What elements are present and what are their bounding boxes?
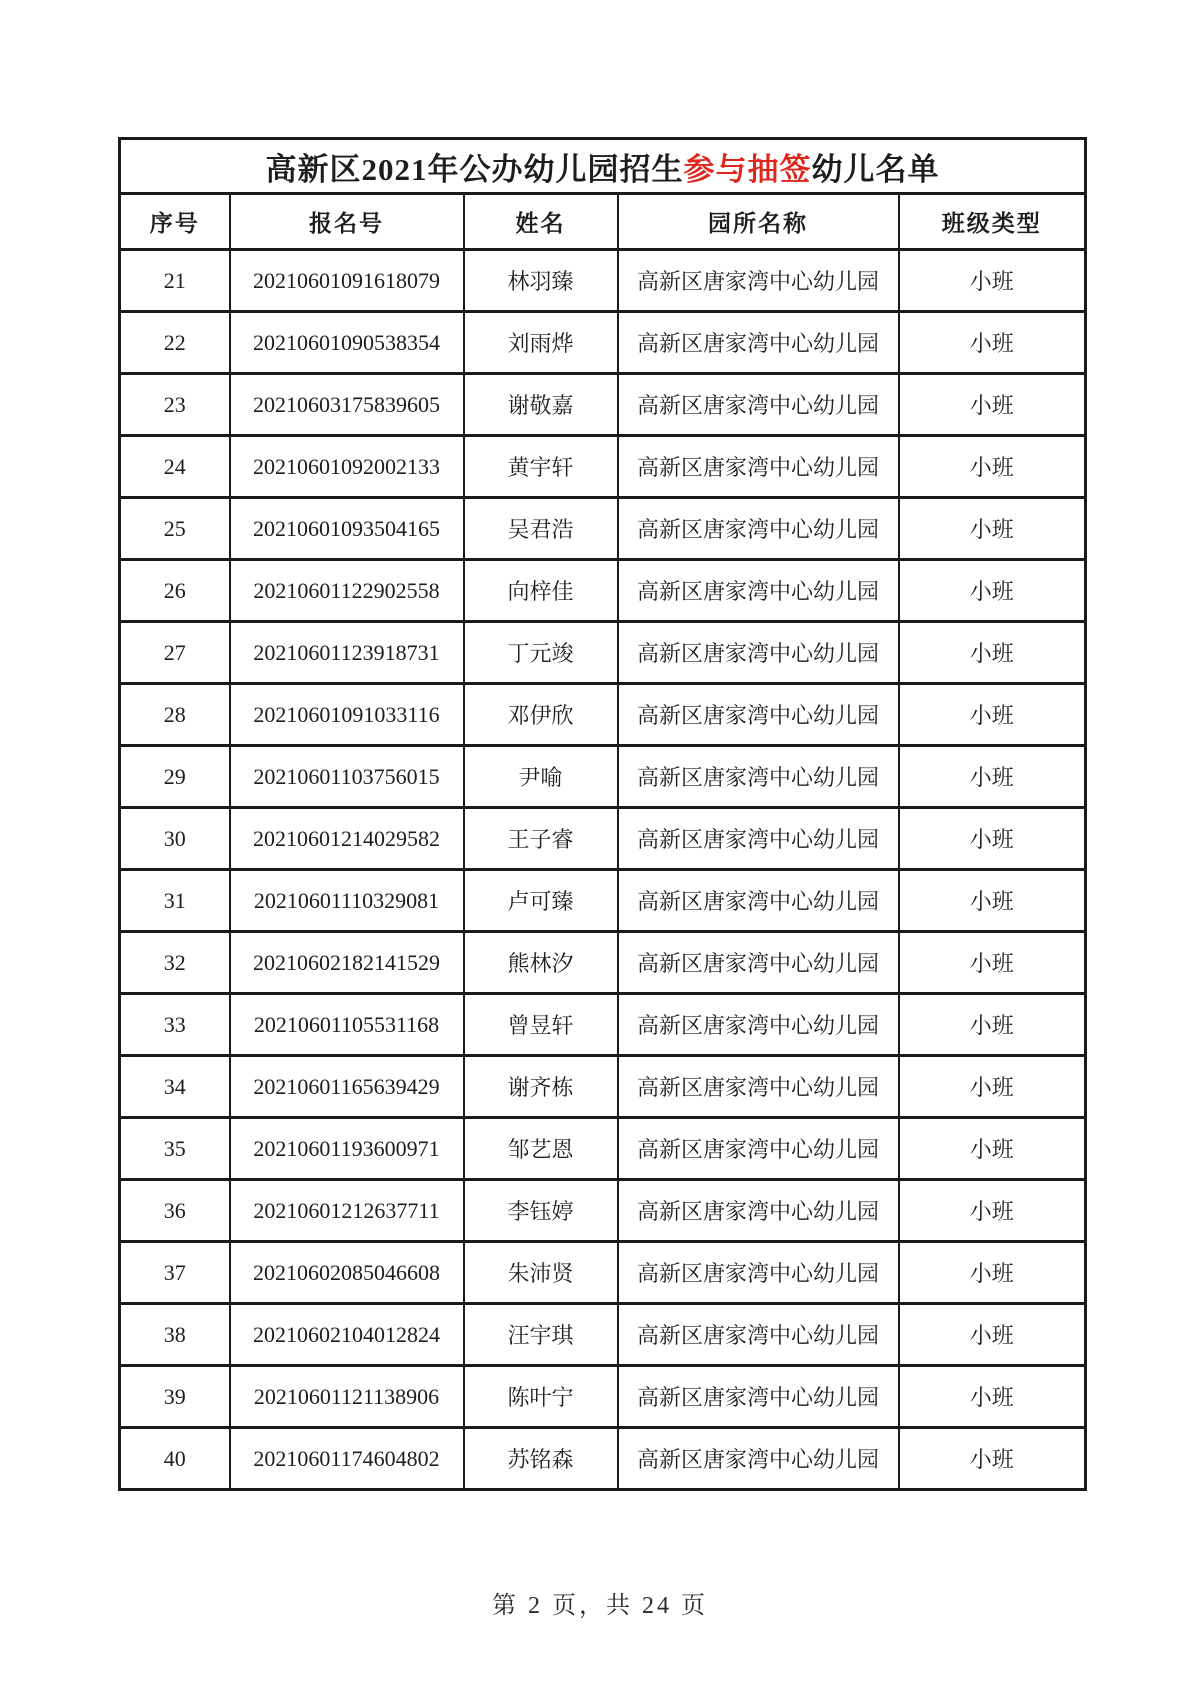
cell-name: 刘雨烨 — [464, 312, 618, 374]
cell-kindergarten: 高新区唐家湾中心幼儿园 — [618, 312, 899, 374]
column-header-registration-no: 报名号 — [230, 194, 464, 250]
cell-name: 林羽臻 — [464, 250, 618, 312]
cell-name: 汪宇琪 — [464, 1304, 618, 1366]
cell-kindergarten: 高新区唐家湾中心幼儿园 — [618, 1366, 899, 1428]
cell-registration-no: 20210601214029582 — [230, 808, 464, 870]
column-header-kindergarten: 园所名称 — [618, 194, 899, 250]
cell-registration-no: 20210601103756015 — [230, 746, 464, 808]
cell-class-type: 小班 — [899, 746, 1086, 808]
cell-serial: 38 — [120, 1304, 230, 1366]
cell-serial: 21 — [120, 250, 230, 312]
cell-name: 尹喻 — [464, 746, 618, 808]
table-row — [120, 498, 1086, 560]
table-row — [120, 746, 1086, 808]
cell-class-type: 小班 — [899, 994, 1086, 1056]
cell-kindergarten: 高新区唐家湾中心幼儿园 — [618, 1056, 899, 1118]
cell-kindergarten: 高新区唐家湾中心幼儿园 — [618, 560, 899, 622]
table-row — [120, 1304, 1086, 1366]
cell-class-type: 小班 — [899, 560, 1086, 622]
cell-class-type: 小班 — [899, 870, 1086, 932]
cell-name: 朱沛贤 — [464, 1242, 618, 1304]
cell-registration-no: 20210601110329081 — [230, 870, 464, 932]
table-row — [120, 622, 1086, 684]
cell-kindergarten: 高新区唐家湾中心幼儿园 — [618, 1304, 899, 1366]
cell-serial: 32 — [120, 932, 230, 994]
title-highlight: 参与抽签 — [683, 151, 812, 187]
table-row — [120, 994, 1086, 1056]
cell-class-type: 小班 — [899, 808, 1086, 870]
cell-class-type: 小班 — [899, 622, 1086, 684]
cell-registration-no: 20210601092002133 — [230, 436, 464, 498]
table-row — [120, 250, 1086, 312]
cell-serial: 27 — [120, 622, 230, 684]
cell-class-type: 小班 — [899, 1180, 1086, 1242]
roster-table — [118, 137, 1087, 1491]
cell-class-type: 小班 — [899, 312, 1086, 374]
cell-kindergarten: 高新区唐家湾中心幼儿园 — [618, 498, 899, 560]
cell-serial: 33 — [120, 994, 230, 1056]
cell-registration-no: 20210601165639429 — [230, 1056, 464, 1118]
table-body — [120, 139, 1086, 1490]
cell-name: 吴君浩 — [464, 498, 618, 560]
cell-name: 李钰婷 — [464, 1180, 618, 1242]
cell-serial: 31 — [120, 870, 230, 932]
cell-name: 向梓佳 — [464, 560, 618, 622]
table-row — [120, 932, 1086, 994]
cell-registration-no: 20210602182141529 — [230, 932, 464, 994]
title-row — [120, 139, 1086, 194]
cell-name: 王子睿 — [464, 808, 618, 870]
table-row — [120, 1180, 1086, 1242]
cell-class-type: 小班 — [899, 498, 1086, 560]
cell-class-type: 小班 — [899, 684, 1086, 746]
cell-registration-no: 20210601091033116 — [230, 684, 464, 746]
table-row — [120, 1242, 1086, 1304]
cell-registration-no: 20210602085046608 — [230, 1242, 464, 1304]
cell-class-type: 小班 — [899, 1304, 1086, 1366]
title-prefix: 高新区2021年公办幼儿园招生 — [265, 151, 684, 187]
column-header-name: 姓名 — [464, 194, 618, 250]
cell-kindergarten: 高新区唐家湾中心幼儿园 — [618, 870, 899, 932]
cell-kindergarten: 高新区唐家湾中心幼儿园 — [618, 1242, 899, 1304]
cell-serial: 29 — [120, 746, 230, 808]
cell-registration-no: 20210601123918731 — [230, 622, 464, 684]
cell-class-type: 小班 — [899, 436, 1086, 498]
cell-class-type: 小班 — [899, 932, 1086, 994]
header-row — [120, 194, 1086, 250]
cell-kindergarten: 高新区唐家湾中心幼儿园 — [618, 684, 899, 746]
cell-kindergarten: 高新区唐家湾中心幼儿园 — [618, 932, 899, 994]
cell-kindergarten: 高新区唐家湾中心幼儿园 — [618, 1428, 899, 1490]
cell-serial: 24 — [120, 436, 230, 498]
cell-name: 卢可臻 — [464, 870, 618, 932]
cell-class-type: 小班 — [899, 1428, 1086, 1490]
cell-registration-no: 20210603175839605 — [230, 374, 464, 436]
cell-serial: 36 — [120, 1180, 230, 1242]
cell-registration-no: 20210601193600971 — [230, 1118, 464, 1180]
cell-name: 熊林汐 — [464, 932, 618, 994]
cell-name: 丁元竣 — [464, 622, 618, 684]
cell-registration-no: 20210601091618079 — [230, 250, 464, 312]
cell-class-type: 小班 — [899, 1366, 1086, 1428]
cell-kindergarten: 高新区唐家湾中心幼儿园 — [618, 622, 899, 684]
cell-kindergarten: 高新区唐家湾中心幼儿园 — [618, 436, 899, 498]
cell-name: 曾昱轩 — [464, 994, 618, 1056]
cell-kindergarten: 高新区唐家湾中心幼儿园 — [618, 374, 899, 436]
table-row — [120, 1118, 1086, 1180]
table-row — [120, 436, 1086, 498]
cell-class-type: 小班 — [899, 1056, 1086, 1118]
cell-kindergarten: 高新区唐家湾中心幼儿园 — [618, 1180, 899, 1242]
cell-name: 陈叶宁 — [464, 1366, 618, 1428]
cell-kindergarten: 高新区唐家湾中心幼儿园 — [618, 1118, 899, 1180]
cell-class-type: 小班 — [899, 1242, 1086, 1304]
cell-registration-no: 20210601090538354 — [230, 312, 464, 374]
cell-serial: 39 — [120, 1366, 230, 1428]
cell-kindergarten: 高新区唐家湾中心幼儿园 — [618, 746, 899, 808]
cell-serial: 28 — [120, 684, 230, 746]
cell-name: 邓伊欣 — [464, 684, 618, 746]
cell-registration-no: 20210601105531168 — [230, 994, 464, 1056]
cell-serial: 23 — [120, 374, 230, 436]
cell-serial: 40 — [120, 1428, 230, 1490]
cell-class-type: 小班 — [899, 374, 1086, 436]
table-row — [120, 870, 1086, 932]
cell-kindergarten: 高新区唐家湾中心幼儿园 — [618, 808, 899, 870]
cell-serial: 34 — [120, 1056, 230, 1118]
cell-registration-no: 20210601212637711 — [230, 1180, 464, 1242]
table-row — [120, 1428, 1086, 1490]
title-suffix: 幼儿名单 — [811, 151, 940, 187]
table-row — [120, 560, 1086, 622]
cell-kindergarten: 高新区唐家湾中心幼儿园 — [618, 250, 899, 312]
page-title — [120, 139, 1086, 194]
cell-serial: 37 — [120, 1242, 230, 1304]
table-row — [120, 1056, 1086, 1118]
cell-name: 谢敬嘉 — [464, 374, 618, 436]
cell-name: 谢齐栋 — [464, 1056, 618, 1118]
column-header-serial: 序号 — [120, 194, 230, 250]
table-row — [120, 684, 1086, 746]
cell-registration-no: 20210602104012824 — [230, 1304, 464, 1366]
cell-registration-no: 20210601122902558 — [230, 560, 464, 622]
cell-serial: 22 — [120, 312, 230, 374]
column-header-class-type: 班级类型 — [899, 194, 1086, 250]
cell-serial: 25 — [120, 498, 230, 560]
cell-registration-no: 20210601093504165 — [230, 498, 464, 560]
page-number-footer: 第 2 页，共 24 页 — [492, 1593, 708, 1619]
cell-kindergarten: 高新区唐家湾中心幼儿园 — [618, 994, 899, 1056]
table-row — [120, 374, 1086, 436]
cell-registration-no: 20210601174604802 — [230, 1428, 464, 1490]
cell-serial: 26 — [120, 560, 230, 622]
cell-serial: 35 — [120, 1118, 230, 1180]
cell-name: 邹艺恩 — [464, 1118, 618, 1180]
table-row — [120, 808, 1086, 870]
table-row — [120, 312, 1086, 374]
cell-name: 苏铭森 — [464, 1428, 618, 1490]
cell-class-type: 小班 — [899, 250, 1086, 312]
cell-serial: 30 — [120, 808, 230, 870]
cell-registration-no: 20210601121138906 — [230, 1366, 464, 1428]
cell-class-type: 小班 — [899, 1118, 1086, 1180]
cell-name: 黄宇轩 — [464, 436, 618, 498]
table-row — [120, 1366, 1086, 1428]
